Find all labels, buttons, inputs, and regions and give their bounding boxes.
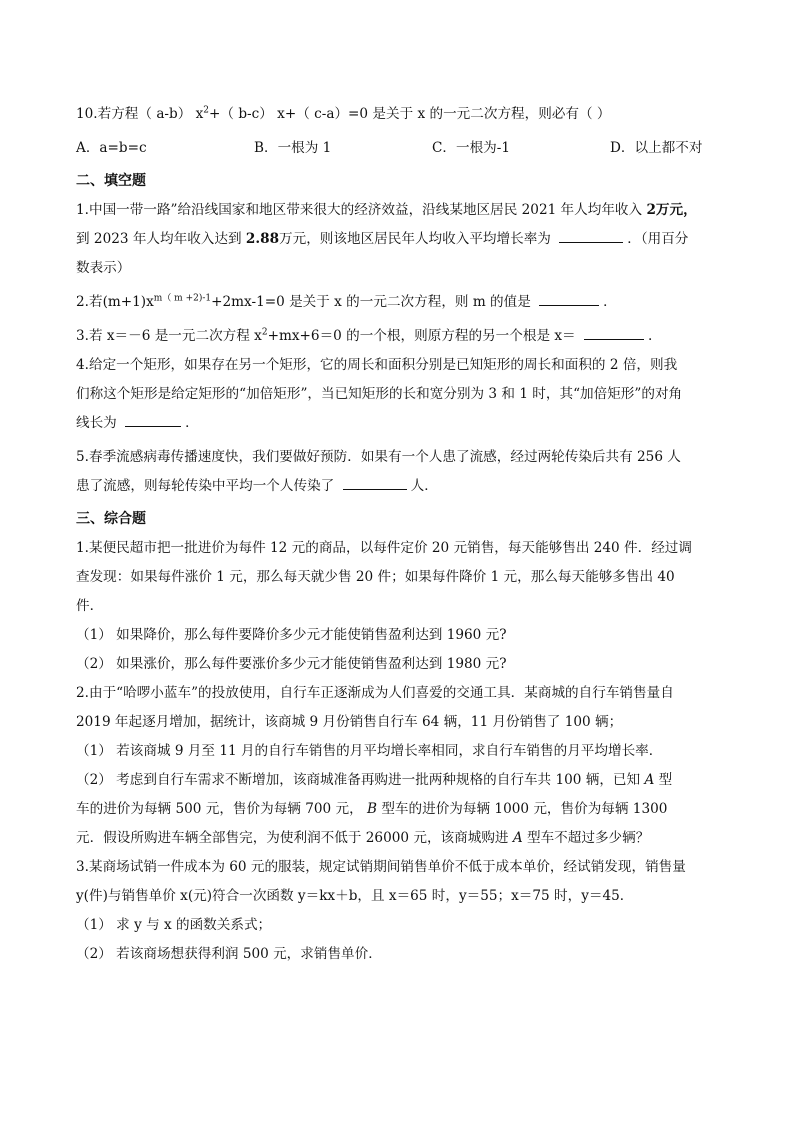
- question-10: [76, 100, 724, 129]
- answer-blank: [125, 410, 181, 427]
- fill-q4-line3: [76, 409, 724, 438]
- option-a: A．a=b=c: [76, 140, 147, 156]
- variable: A: [644, 772, 655, 788]
- q10-options: [76, 134, 724, 163]
- text: ．（用百分: [627, 231, 689, 247]
- text: ．: [185, 415, 199, 431]
- text: 型车不超过多少辆？: [527, 830, 650, 846]
- text: +2mx-1=0 是关于 x 的一元二次方程，则 m 的值是: [211, 294, 531, 310]
- text: 型车的进价为每辆 1000 元，售价为每辆 1300: [381, 801, 668, 817]
- comp-p1-sub2: （2） 如果涨价，那么每件要涨价多少元才能使销售盈利达到 1980 元?: [76, 656, 507, 672]
- comp-p2-sub2-line1: [76, 766, 724, 795]
- text: 患了流感，则每轮传染中平均一个人传染了: [76, 478, 335, 494]
- option-d: D．以上都不对: [610, 140, 703, 156]
- option-b: B．一根为 1: [254, 140, 332, 156]
- fill-q5-line1: 5.春季流感病毒传播速度快，我们要做好预防．如果有一个人患了流感，经过两轮传染后共有 256 人: [76, 449, 681, 465]
- section-title-comprehensive: 三、综合题: [76, 511, 146, 527]
- section-title-fill: 二、填空题: [76, 173, 146, 189]
- fill-q4-line2: 们称这个矩形是给定矩形的“加倍矩形”，当已知矩形的长和宽分别为 3 和 1 时，其“加倍矩形”的对角: [76, 386, 683, 402]
- fill-q1-line2: [76, 225, 724, 254]
- text: 元．假设所购进车辆全部售完，为使利润不低于 26000 元，该商城购进: [76, 830, 509, 846]
- exponent: m（ m +2)-1: [153, 293, 212, 304]
- text: ．: [603, 294, 617, 310]
- text: 线长为: [76, 415, 117, 431]
- q10-stem-a: 10.若方程（ a-b） x: [76, 106, 204, 122]
- fill-q1-line1: [76, 196, 724, 225]
- fill-q2: [76, 288, 724, 317]
- comp-p2-sub1: （1） 若该商城 9 月至 11 月的自行车销售的月平均增长率相同，求自行车销售的月平均增长率．: [76, 743, 663, 759]
- comp-p2-line2: 2019 年起逐月增加，据统计，该商城 9 月份销售自行车 64 辆，11 月份销售了 100 辆；: [76, 714, 623, 730]
- text: （2） 考虑到自行车需求不断增加，该商城准备再购进一批两种规格的自行车共 100 辆，已知: [76, 772, 641, 788]
- answer-blank: [539, 289, 599, 306]
- text-bold: 2.88: [245, 231, 280, 247]
- comp-p1-line1: 1.某便民超市把一批进价为每件 12 元的商品，以每件定价 20 元销售，每天能够售出 240 件．经过调: [76, 540, 692, 556]
- exponent: 2: [203, 105, 210, 116]
- comp-p1-sub1: （1） 如果降价，那么每件要降价多少元才能使销售盈利达到 1960 元?: [76, 627, 507, 643]
- text: 人．: [410, 478, 438, 494]
- comp-p2-line1: 2.由于“哈啰小蓝车”的投放使用，自行车正逐渐成为人们喜爱的交通工具．某商城的自行车销售量自: [76, 685, 674, 701]
- variable: B: [367, 801, 378, 817]
- text: +mx+6＝0 的一个根，则原方程的另一个根是 x＝: [267, 328, 576, 344]
- text-bold: 2万元，: [646, 202, 697, 218]
- text: 型: [658, 772, 673, 788]
- comp-p1-line3: 件．: [76, 598, 104, 614]
- text: 万元，则该地区居民年人均收入平均增长率为: [279, 231, 551, 247]
- comp-p2-sub2-line3: [76, 824, 724, 853]
- comp-p3-sub2: （2） 若该商场想获得利润 500 元，求销售单价．: [76, 946, 382, 962]
- comp-p2-sub2-line2: [76, 795, 724, 824]
- variable: A: [512, 830, 523, 846]
- exponent: 2: [261, 327, 268, 338]
- answer-blank: [343, 473, 407, 490]
- text: 3.若 x＝－6 是一元二次方程 x: [76, 328, 262, 344]
- text: 车的进价为每辆 500 元，售价为每辆 700 元，: [76, 801, 363, 817]
- comp-p3-sub1: （1） 求 y 与 x 的函数关系式；: [76, 917, 272, 933]
- comp-p3-line1: 3.某商场试销一件成本为 60 元的服装，规定试销期间销售单价不低于成本单价，经试销发现，销售量: [76, 859, 686, 875]
- q10-stem-b: +（ b-c） x+（ c-a）=0 是关于 x 的一元二次方程，则必有（ ）: [209, 106, 611, 122]
- fill-q3: [76, 322, 724, 351]
- fill-q5-line2: [76, 472, 724, 501]
- text: 1.中国一带一路”给沿线国家和地区带来很大的经济效益，沿线某地区居民 2021 年人均年收入: [76, 202, 643, 218]
- fill-q1-line3: 数表示）: [76, 260, 131, 276]
- text: .: [647, 328, 653, 344]
- text: 2.若(m+1)x: [76, 294, 154, 310]
- comp-p3-line2: y(件)与销售单价 x(元)符合一次函数 y＝kx＋b，且 x＝65 时，y＝55；x＝75 时，y＝45．: [76, 888, 634, 904]
- answer-blank: [559, 226, 623, 243]
- fill-q4-line1: 4.给定一个矩形，如果存在另一个矩形，它的周长和面积分别是已知矩形的周长和面积的 2 倍，则我: [76, 357, 678, 373]
- answer-blank: [584, 323, 644, 340]
- text: 到 2023 年人均年收入达到: [76, 231, 242, 247]
- option-c: C．一根为-1: [432, 140, 511, 156]
- comp-p1-line2: 查发现：如果每件涨价 1 元，那么每天就少售 20 件；如果每件降价 1 元，那么每天能够多售出 40: [76, 569, 675, 585]
